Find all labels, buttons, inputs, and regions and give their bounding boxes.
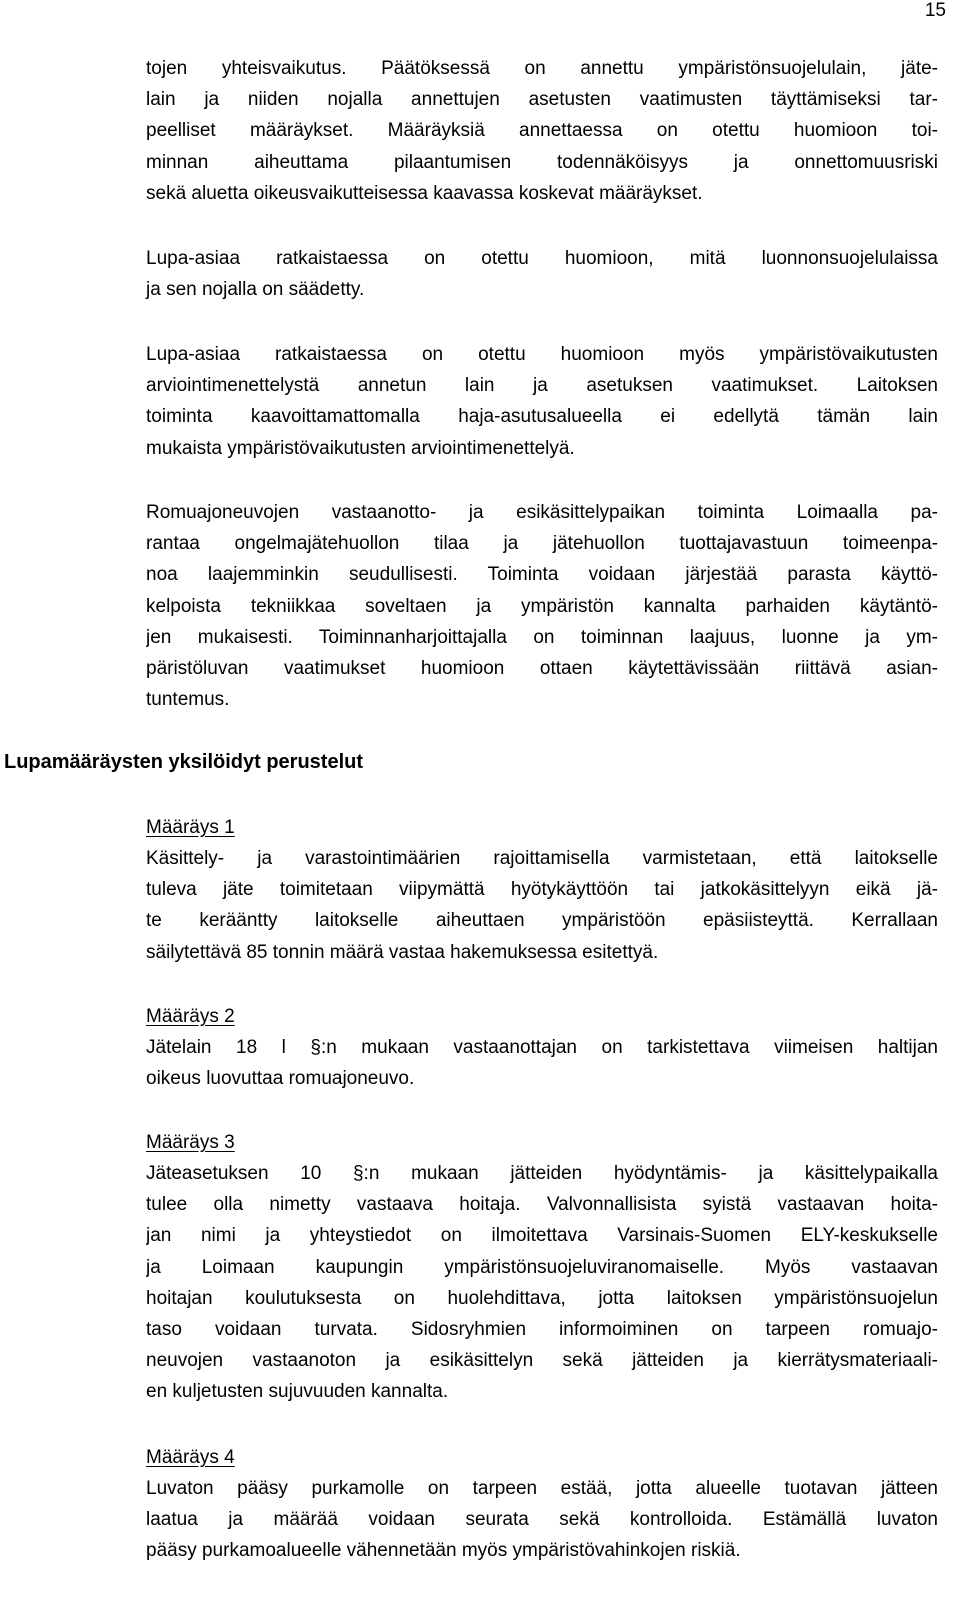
text-line: taso voidaan turvata. Sidosryhmien informoiminen on tarpeen romuajo- (146, 1318, 938, 1340)
text-line: toiminta kaavoittamattomalla haja-asutusalueella ei edellytä tämän lain (146, 406, 938, 428)
text-line: päristöluvan vaatimukset huomioon ottaen käytettävissään riittävä asian- (146, 657, 938, 679)
text-line: mukaista ympäristövaikutusten arviointimenettelyä. (146, 437, 575, 459)
section-heading: Lupamääräysten yksilöidyt perustelut (4, 751, 364, 773)
paragraph-nature-conservation (146, 243, 938, 305)
text-line: tulee olla nimetty vastaava hoitaja. Valvonnallisista syistä vastaavan hoita- (146, 1194, 938, 1216)
text-line: te kerääntty laitokselle aiheuttaen ympäristöön epäsiisteyttä. Kerrallaan (146, 910, 938, 932)
text-line: Jätelain 18 l §:n mukaan vastaanottajan on tarkistettava viimeisen haltijan (146, 1037, 938, 1058)
text-line: en kuljetusten sujuvuuden kannalta. (146, 1381, 449, 1403)
text-line: sekä aluetta oikeusvaikutteisessa kaavassa koskevat määräykset. (146, 182, 703, 204)
text-line: oikeus luovuttaa romuajoneuvo. (146, 1068, 415, 1090)
maarays-3-text (146, 1158, 938, 1408)
text-line: jen mukaisesti. Toiminnanharjoittajalla on toiminnan laajuus, luonne ja ym- (146, 626, 938, 648)
maarays-3-title: Määräys 3 (146, 1132, 235, 1153)
text-line: neuvojen vastaanoton ja esikäsittelyn sekä jätteiden ja kierrätysmateriaali- (146, 1350, 938, 1372)
text-line: noa laajemminkin seudullisesti. Toiminta voidaan järjestää parasta käyttö- (146, 564, 938, 586)
text-line: laatua ja määrää voidaan seurata sekä kontrolloida. Estämällä luvaton (146, 1509, 938, 1531)
text-line: Lupa-asiaa ratkaistaessa on otettu huomioon, mitä luonnonsuojelulaissa (146, 248, 938, 269)
text-line: arviointimenettelystä annetun lain ja asetuksen vaatimukset. Laitoksen (146, 375, 938, 397)
text-line: pääsy purkamoalueelle vähennetään myös ympäristövahinkojen riskiä. (146, 1540, 741, 1562)
text-line: Käsittely- ja varastointimäärien rajoittamisella varmistetaan, että laitokselle (146, 848, 938, 869)
text-line: hoitajan koulutuksesta on huolehdittava, jotta laitoksen ympäristönsuojelun (146, 1287, 938, 1309)
page-number: 15 (924, 0, 946, 21)
text-line: Romuajoneuvojen vastaanotto- ja esikäsittelypaikan toiminta Loimaalla pa- (146, 502, 938, 523)
paragraph-intro (146, 53, 938, 209)
text-line: jan nimi ja yhteystiedot on ilmoitettava Varsinais-Suomen ELY-keskukselle (146, 1225, 938, 1247)
maarays-1-title: Määräys 1 (146, 817, 235, 838)
text-line: lain ja niiden nojalla annettujen asetusten vaatimusten täyttämiseksi tar- (146, 89, 938, 111)
text-line: Luvaton pääsy purkamolle on tarpeen estää, jotta alueelle tuotavan jätteen (146, 1478, 938, 1499)
text-line: rantaa ongelmajätehuollon tilaa ja jätehuollon tuottajavastuun toimeenpa- (146, 533, 938, 555)
text-line: peelliset määräykset. Määräyksiä annettaessa on otettu huomioon toi- (146, 120, 938, 142)
text-line: Lupa-asiaa ratkaistaessa on otettu huomioon myös ympäristövaikutusten (146, 344, 938, 365)
paragraph-scrap-vehicle (146, 497, 938, 715)
maarays-1-text (146, 843, 938, 968)
text-line: tojen yhteisvaikutus. Päätöksessä on annettu ympäristönsuojelulain, jäte- (146, 58, 938, 79)
paragraph-eia (146, 339, 938, 464)
text-line: Jäteasetuksen 10 §:n mukaan jätteiden hyödyntämis- ja käsittelypaikalla (146, 1163, 938, 1184)
text-line: ja sen nojalla on säädetty. (146, 279, 365, 301)
maarays-2-text (146, 1032, 938, 1094)
maarays-4-title: Määräys 4 (146, 1447, 235, 1468)
text-line: säilytettävä 85 tonnin määrä vastaa hakemuksessa esitettyä. (146, 941, 659, 963)
maarays-4-text (146, 1473, 938, 1567)
text-line: ja Loimaan kaupungin ympäristönsuojeluviranomaiselle. Myös vastaavan (146, 1256, 938, 1278)
text-line: minnan aiheuttama pilaantumisen todennäköisyys ja onnettomuusriski (146, 151, 938, 173)
text-line: tuleva jäte toimitetaan viipymättä hyötykäyttöön tai jatkokäsittelyyn eikä jä- (146, 879, 938, 901)
maarays-2-title: Määräys 2 (146, 1006, 235, 1027)
text-line: kelpoista tekniikkaa soveltaen ja ympäristön kannalta parhaiden käytäntö- (146, 595, 938, 617)
text-line: tuntemus. (146, 689, 230, 711)
